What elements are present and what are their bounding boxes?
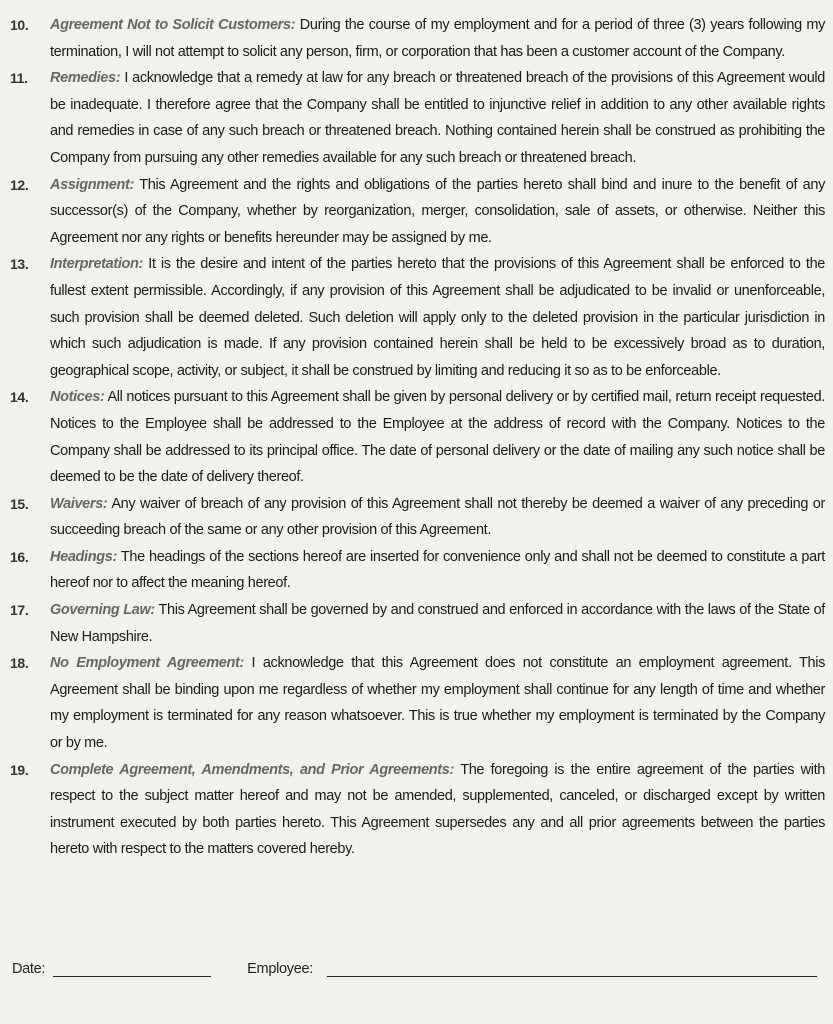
clause-number: 15. <box>10 495 29 512</box>
clause-text: This Agreement and the rights and obligations of the parties hereto shall bind and inure to the benefit of any successor(s) of the Company, whether by reorganization, merger, consolidation, sale of assets, or otherwise. Neither this Agreement nor any rights or benefits hereunder may be assigned by me. <box>50 176 825 246</box>
clause-list <box>6 12 825 863</box>
clause-body <box>50 384 825 490</box>
clause-text: The foregoing is the entire agreement of the parties with respect to the subject matter hereof and may not be amended, supplemented, canceled, or discharged except by written instrument executed by both parties hereto. This Agreement supersedes any and all prior agreements between the parties hereto with respect to the matters covered hereby. <box>50 761 825 858</box>
clause-number: 10. <box>10 17 29 33</box>
clause-text: The headings of the sections hereof are inserted for convenience only and shall not be deemed to constitute a part hereof nor to affect the meaning hereof. <box>50 548 825 592</box>
clause-heading: Governing Law: <box>50 602 155 619</box>
clause-15 <box>6 491 825 544</box>
clause-13 <box>6 251 825 384</box>
clause-number: 17. <box>10 602 29 619</box>
clause-number: 19. <box>10 761 29 778</box>
date-field[interactable] <box>53 958 211 977</box>
clause-body <box>50 650 825 756</box>
date-label: Date: <box>12 961 46 977</box>
clause-number: 14. <box>10 389 29 406</box>
clause-19 <box>6 757 825 863</box>
clause-heading: Remedies: <box>50 70 121 87</box>
clause-number: 16. <box>10 548 29 565</box>
employee-signature-field[interactable] <box>327 958 817 977</box>
clause-heading: Agreement Not to Solicit Customers: <box>50 17 296 33</box>
clause-16 <box>6 544 825 597</box>
clause-text: During the course of my employment and for a period of three (3) years following my termination, I will not attempt to solicit any person, firm, or corporation that has been a customer account of the Company. <box>50 17 826 60</box>
clause-text: I acknowledge that this Agreement does not constitute an employment agreement. This Agreement shall be binding upon me regardless of whether my employment shall continue for any length of time and whether my employment is terminated for any reason whatsoever. This is true whether my employment is terminated by the Company or by me. <box>50 655 825 752</box>
clause-body <box>50 757 825 863</box>
clause-body <box>50 12 825 65</box>
clause-body <box>50 597 825 650</box>
clause-heading: Notices: <box>50 389 105 406</box>
clause-body <box>50 65 825 171</box>
clause-number: 12. <box>10 176 29 193</box>
clause-11 <box>6 65 825 171</box>
clause-14 <box>6 384 825 490</box>
clause-heading: Complete Agreement, Amendments, and Prior Agreements: <box>50 761 454 778</box>
clause-text: This Agreement shall be governed by and construed and enforced in accordance with the laws of the State of New Hampshire. <box>50 602 825 645</box>
clause-number: 11. <box>10 70 28 87</box>
clause-heading: Headings: <box>50 548 117 565</box>
clause-number: 13. <box>10 256 29 273</box>
clause-heading: Interpretation: <box>50 256 144 273</box>
signature-row <box>12 958 817 977</box>
clause-text: Any waiver of breach of any provision of this Agreement shall not thereby be deemed a waiver of any preceding or succeeding breach of the same or any other provision of this Agreement. <box>50 495 825 539</box>
clause-body <box>50 172 825 252</box>
clause-heading: No Employment Agreement: <box>50 655 244 672</box>
clause-12 <box>6 172 825 252</box>
clause-body <box>50 251 825 384</box>
clause-number: 18. <box>10 655 29 672</box>
employee-label: Employee: <box>247 961 313 977</box>
clause-text: All notices pursuant to this Agreement shall be given by personal delivery or by certified mail, return receipt requested. Notices to the Employee shall be addressed to the Employee at the address of record with the Company. Notices to the Company shall be addressed to its principal office. The date of personal delivery or the date of mailing any such notice shall be deemed to be the date of delivery thereof. <box>50 389 825 486</box>
clause-text: It is the desire and intent of the parties hereto that the provisions of this Agreement shall be enforced to the fullest extent permissible. Accordingly, if any provision of this Agreement shall be adjudicated to be invalid or unenforceable, such provision shall be deemed deleted. Such deletion will apply only to the deleted provision in the particular jurisdiction in which such adjudication is made. If any provision contained herein shall be held to be excessively broad as to duration, geographical scope, activity, or subject, it shall be construed by limiting and reducing it so as to be enforceable. <box>50 256 825 379</box>
clause-text: I acknowledge that a remedy at law for any breach or threatened breach of the provisions of this Agreement would be inadequate. I therefore agree that the Company shall be entitled to injunctive relief in addition to any other available rights and remedies in case of any such breach or threatened breach. Nothing contained herein shall be construed as prohibiting the Company from pursuing any other remedies available for any such breach or threatened breach. <box>50 70 825 166</box>
clause-17 <box>6 597 825 650</box>
clause-heading: Waivers: <box>50 495 108 512</box>
clause-body <box>50 491 825 544</box>
clause-10 <box>6 12 825 65</box>
clause-heading: Assignment: <box>50 176 134 193</box>
clause-body <box>50 544 825 597</box>
clause-18 <box>6 650 825 756</box>
